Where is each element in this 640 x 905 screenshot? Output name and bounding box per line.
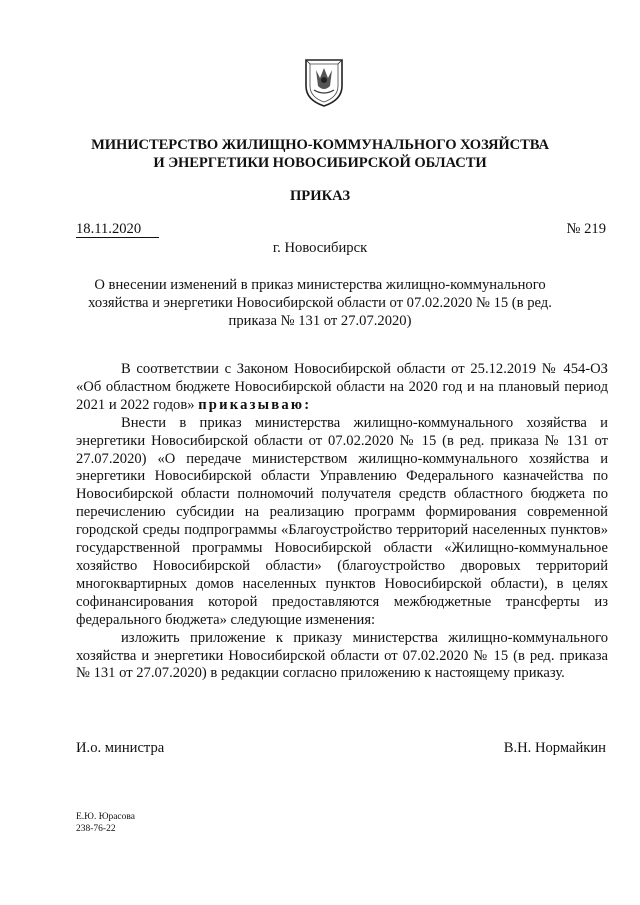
coat-of-arms-emblem (302, 56, 346, 108)
order-body (76, 361, 608, 683)
document-date: 18.11.2020 (76, 219, 159, 238)
preamble-paragraph (76, 361, 608, 415)
order-keyword: приказываю: (198, 396, 312, 413)
document-type: ПРИКАЗ (289, 188, 351, 204)
signatory-position: И.о. министра (76, 740, 165, 756)
subject-line3: приказа № 131 от 27.07.2020) (228, 313, 412, 329)
executor-phone: 238-76-22 (76, 824, 116, 834)
executor-name: Е.Ю. Юрасова (76, 812, 135, 822)
ministry-name-line1: МИНИСТЕРСТВО ЖИЛИЩНО-КОММУНАЛЬНОГО ХОЗЯЙСТВА (91, 137, 549, 153)
signatory-name: В.Н. Нормайкин (503, 740, 606, 756)
order-paragraph-2: изложить приложение к приказу министерства жилищно-коммунального хозяйства и энергетики Новосибирской области от 07.02.2020 № 15 (в ред. приказа № 131 от 27.07.2020) в редакции согласно приложению к настоящему приказу. (76, 629, 608, 682)
preamble-text: В соответствии с Законом Новосибирской области от 25.12.2019 № 454-ОЗ «Об областном бюджете Новосибирской области на 2020 год и на плановый период 2021 и 2022 годов» (76, 361, 608, 413)
subject-line1: О внесении изменений в приказ министерства жилищно-коммунального (94, 277, 546, 293)
ministry-name-line2: И ЭНЕРГЕТИКИ НОВОСИБИРСКОЙ ОБЛАСТИ (153, 155, 487, 171)
document-city: г. Новосибирск (272, 240, 368, 256)
subject-line2: хозяйства и энергетики Новосибирской области от 07.02.2020 № 15 (в ред. (88, 295, 552, 311)
order-paragraph-1: Внести в приказ министерства жилищно-коммунального хозяйства и энергетики Новосибирской области от 07.02.2020 № 15 (в ред. приказа № 131 от 27.07.2020) «О передаче министерством жилищно-коммунального хозяйства и энергетики Новосибирской области Управлению Федерального казначейства по Новосибирской области полномочий получателя средств областного бюджета по перечислению субсидии на реализацию программ формирования современной городской среды подпрограммы «Благоустройство территорий населенных пунктов» государственной программы Новосибирской области «Жилищно-коммунальное хозяйство Новосибирской области» (благоустройство дворовых территорий многоквартирных домов населенных пунктов Новосибирской области), в целях софинансирования которой предоставляются межбюджетные трансферты из федерального бюджета» следующие изменения: (76, 414, 608, 628)
document-number: № 219 (566, 221, 606, 237)
